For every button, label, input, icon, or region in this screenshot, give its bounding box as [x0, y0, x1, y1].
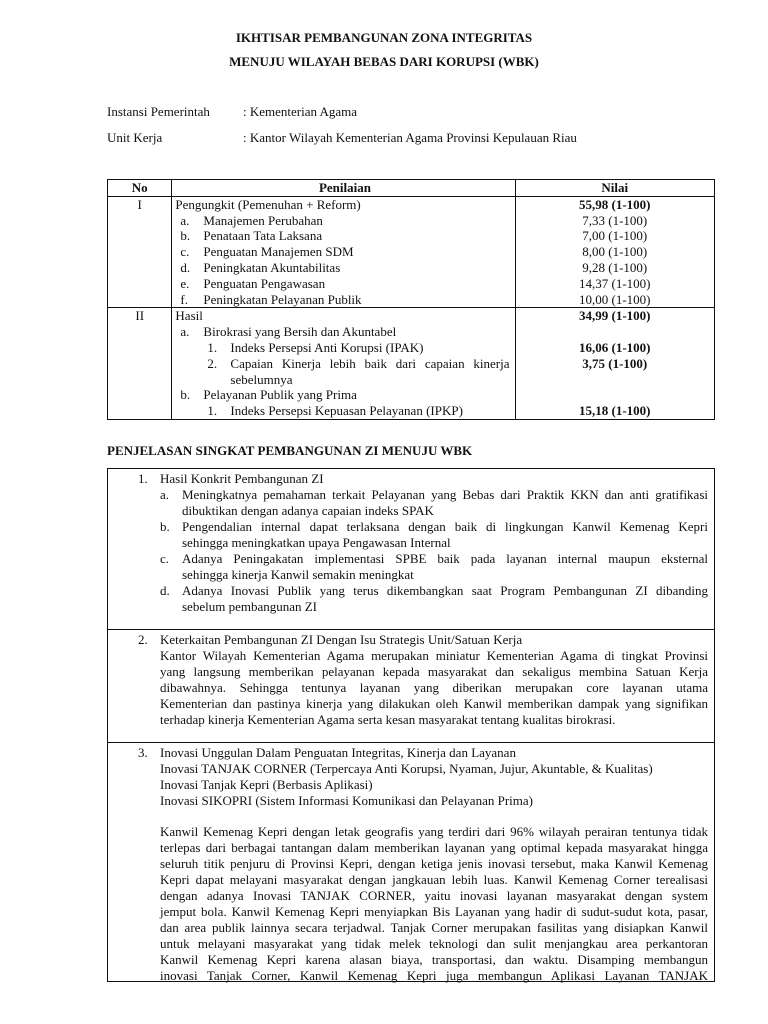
page-title: IKHTISAR PEMBANGUNAN ZONA INTEGRITAS — [235, 30, 533, 45]
paragraph-line: Kanwil Kemenag Kepri dengan letak geografis yang terdiri dari 96% wilayah perairan tentunya tidak — [160, 824, 708, 839]
item-value: 8,00 (1-100) — [582, 244, 648, 260]
paragraph-line: dengan adanya Inovasi TANJAK CORNER, yaitu inovasi layanan masyarakat dengan system — [160, 888, 708, 903]
item-value: 9,28 (1-100) — [582, 259, 648, 275]
item-marker: d. — [180, 259, 191, 275]
item-label: Penguatan Pengawasan — [203, 275, 326, 291]
paragraph-line: Kanwil Kemenag Kepri karena alasan biaya, transportasi, dan waktu. Disamping membangun — [160, 952, 708, 967]
table-row — [108, 630, 715, 743]
item-line: Meningkatnya pemahaman terkait Pelayanan yang Bebas dari Praktik KKN dan anti gratifikasi — [182, 487, 708, 502]
table-row-section-1 — [108, 196, 715, 308]
item-value: 7,33 (1-100) — [582, 212, 648, 228]
list-item — [175, 387, 514, 403]
item-label: Manajemen Perubahan — [203, 212, 323, 228]
list-item — [175, 276, 514, 292]
score-table — [107, 179, 715, 420]
item-line: sehingga kinerja Kanwil semakin meningkat — [182, 567, 414, 582]
paragraph-line: untuk melayani masyarakat yang tidak melek teknologi dan sulit menjangkau area perkantoran — [160, 936, 708, 951]
item-marker: b. — [180, 228, 191, 244]
item-label: Capaian Kinerja lebih baik dari capaian kinerja — [230, 355, 510, 371]
list-item — [175, 356, 514, 372]
section-1-values — [515, 196, 714, 308]
innovation-line: Inovasi TANJAK CORNER (Terpercaya Anti Korupsi, Nyaman, Jujur, Akuntable, & Kualitas) — [160, 761, 653, 776]
paragraph-line: Kementerian dan pastinya kinerja yang dilakukan oleh Kanwil memberikan dampak yang signifikan — [160, 696, 708, 711]
item-line: Pengendalian internal dapat terlaksana dengan baik di lingkungan Kanwil Kemenag Kepri — [182, 519, 708, 534]
item-value: 10,00 (1-100) — [579, 291, 651, 307]
paragraph-line: dibawahnya. Sehingga tentunya layanan yang diberikan merupakan core layanan utama — [160, 680, 708, 695]
section-1-items — [172, 196, 515, 308]
header-penilaian: Penilaian — [172, 180, 515, 197]
item-marker: f. — [180, 291, 188, 307]
group-label: Pelayanan Publik yang Prima — [203, 387, 357, 403]
paragraph-line: seluruh titik penjuru di Provinsi Kepri, dengan ketiga jenis inovasi tersebut, maka Kanwil Kemenag — [160, 856, 708, 871]
table-row — [108, 469, 715, 630]
item-line: sehingga meningkatkan upaya Pengawasan Internal — [182, 535, 451, 550]
item-marker: c. — [180, 244, 190, 260]
item-marker: 2. — [207, 355, 218, 371]
item-label: Penguatan Manajemen SDM — [203, 244, 354, 260]
list-item — [175, 260, 514, 276]
section-title: Keterkaitan Pembangunan ZI Dengan Isu Strategis Unit/Satuan Kerja — [160, 632, 523, 647]
paragraph-line: terlepas dari berbagai tantangan dalam memberikan layanan yang optimal kepada masyarakat hingga — [160, 840, 708, 855]
explanation-section-1 — [108, 469, 715, 630]
section-1-no: I — [108, 196, 172, 308]
item-line: Adanya Inovasi Publik yang terus dikembangkan saat Program Pembangunan ZI dibanding — [182, 583, 708, 598]
explanation-table — [107, 468, 715, 982]
list-item — [175, 213, 514, 229]
item-line: dibuktikan dengan adanya capaian indeks SPAK — [182, 503, 434, 518]
item-marker: d. — [160, 583, 170, 598]
item-value: 3,75 (1-100) — [582, 355, 648, 371]
item-marker: c. — [160, 551, 170, 566]
section-2-values — [515, 308, 714, 420]
item-marker: e. — [180, 275, 190, 291]
list-item — [175, 244, 514, 260]
section-2-value: 34,99 (1-100) — [579, 308, 651, 324]
explanation-heading: PENJELASAN SINGKAT PEMBANGUNAN ZI MENUJU WBK — [107, 443, 473, 458]
innovation-line: Inovasi Tanjak Kepri (Berbasis Aplikasi) — [160, 777, 373, 792]
paragraph-line: Kantor Wilayah Kementerian Agama merupakan miniatur Kementerian Agama di tingkat Provinsi — [160, 648, 708, 663]
item-label: Penataan Tata Laksana — [203, 228, 323, 244]
section-title: Inovasi Unggulan Dalam Penguatan Integritas, Kinerja dan Layanan — [160, 745, 516, 760]
header-nilai: Nilai — [515, 180, 714, 197]
section-2-items — [172, 308, 515, 420]
section-2-title: Hasil — [175, 308, 203, 324]
table-row — [108, 743, 715, 982]
item-marker: a. — [180, 212, 190, 228]
info-label-instansi: Instansi Pemerintah — [107, 104, 210, 119]
group-marker: a. — [180, 324, 190, 340]
paragraph-line: Kepri dapat melayani masyarakat dengan jangkauan lebih luas. Kanwil Kemenag Corner terealisasi — [160, 872, 708, 887]
explanation-section-3 — [108, 743, 715, 982]
item-value: 7,00 (1-100) — [582, 228, 648, 244]
paragraph-line: yang langsung memberikan pelayanan kepada masyarakat dan sekaligus membina Satuan Kerja — [160, 664, 708, 679]
item-marker: a. — [160, 487, 170, 502]
paragraph-line: terhadap kinerja Kementerian Agama serta kesan masyarakat tentang kualitas birokrasi. — [160, 712, 616, 727]
list-item — [175, 292, 514, 308]
item-marker: 1. — [207, 339, 218, 355]
item-label: Indeks Persepsi Kepuasan Pelayanan (IPKP) — [230, 403, 463, 419]
section-title: Hasil Konkrit Pembangunan ZI — [160, 471, 324, 486]
section-marker: 1. — [138, 471, 148, 486]
paragraph-line: inovasi Tanjak Corner, Kanwil Kemenag Kepri juga membangun Aplikasi Layanan TANJAK — [160, 968, 708, 983]
item-line: Adanya Peningakatan implementasi SPBE baik pada layanan internal maupun eksternal — [182, 551, 708, 566]
paragraph-line: jemput bola. Kanwil Kemenag Kepri menyiapkan Bis Layanan yang hadir di sudut-sudut kota, pasar, — [160, 904, 708, 919]
group-marker: b. — [180, 387, 191, 403]
list-item — [175, 228, 514, 244]
section-marker: 2. — [138, 632, 148, 647]
section-2-no: II — [108, 308, 172, 420]
innovation-line: Inovasi SIKOPRI (Sistem Informasi Komunikasi dan Pelayanan Prima) — [160, 793, 533, 808]
table-header-row — [108, 180, 715, 197]
item-marker: b. — [160, 519, 170, 534]
item-value: 14,37 (1-100) — [579, 275, 651, 291]
item-marker: 1. — [207, 403, 218, 419]
info-label-unit: Unit Kerja — [107, 130, 163, 145]
page-subtitle: MENUJU WILAYAH BEBAS DARI KORUPSI (WBK) — [229, 54, 539, 69]
item-value: 15,18 (1-100) — [579, 403, 651, 419]
list-item — [175, 324, 514, 340]
section-1-value: 55,98 (1-100) — [579, 196, 651, 212]
item-label: Peningkatan Pelayanan Publik — [203, 291, 362, 307]
info-value-unit: : Kantor Wilayah Kementerian Agama Provinsi Kepulauan Riau — [243, 130, 577, 145]
item-label: Indeks Persepsi Anti Korupsi (IPAK) — [230, 339, 424, 355]
item-value: 16,06 (1-100) — [579, 339, 651, 355]
list-item — [175, 340, 514, 356]
section-1-title: Pengungkit (Pemenuhan + Reform) — [175, 196, 361, 212]
item-label-cont: sebelumnya — [230, 371, 293, 387]
list-item — [175, 372, 514, 388]
list-item — [175, 403, 514, 419]
paragraph-line: dan area publik lainnya secara terjadwal. Tanjak Corner merupakan fasilitas yang disiapkan Kanwil — [160, 920, 708, 935]
explanation-section-2 — [108, 630, 715, 743]
table-row-section-2 — [108, 308, 715, 420]
section-marker: 3. — [138, 745, 148, 760]
header-no: No — [108, 180, 172, 197]
item-line: sebelum pembangunan ZI — [182, 599, 318, 614]
group-label: Birokrasi yang Bersih dan Akuntabel — [203, 324, 397, 340]
item-label: Peningkatan Akuntabilitas — [203, 259, 341, 275]
info-value-instansi: : Kementerian Agama — [243, 104, 358, 119]
